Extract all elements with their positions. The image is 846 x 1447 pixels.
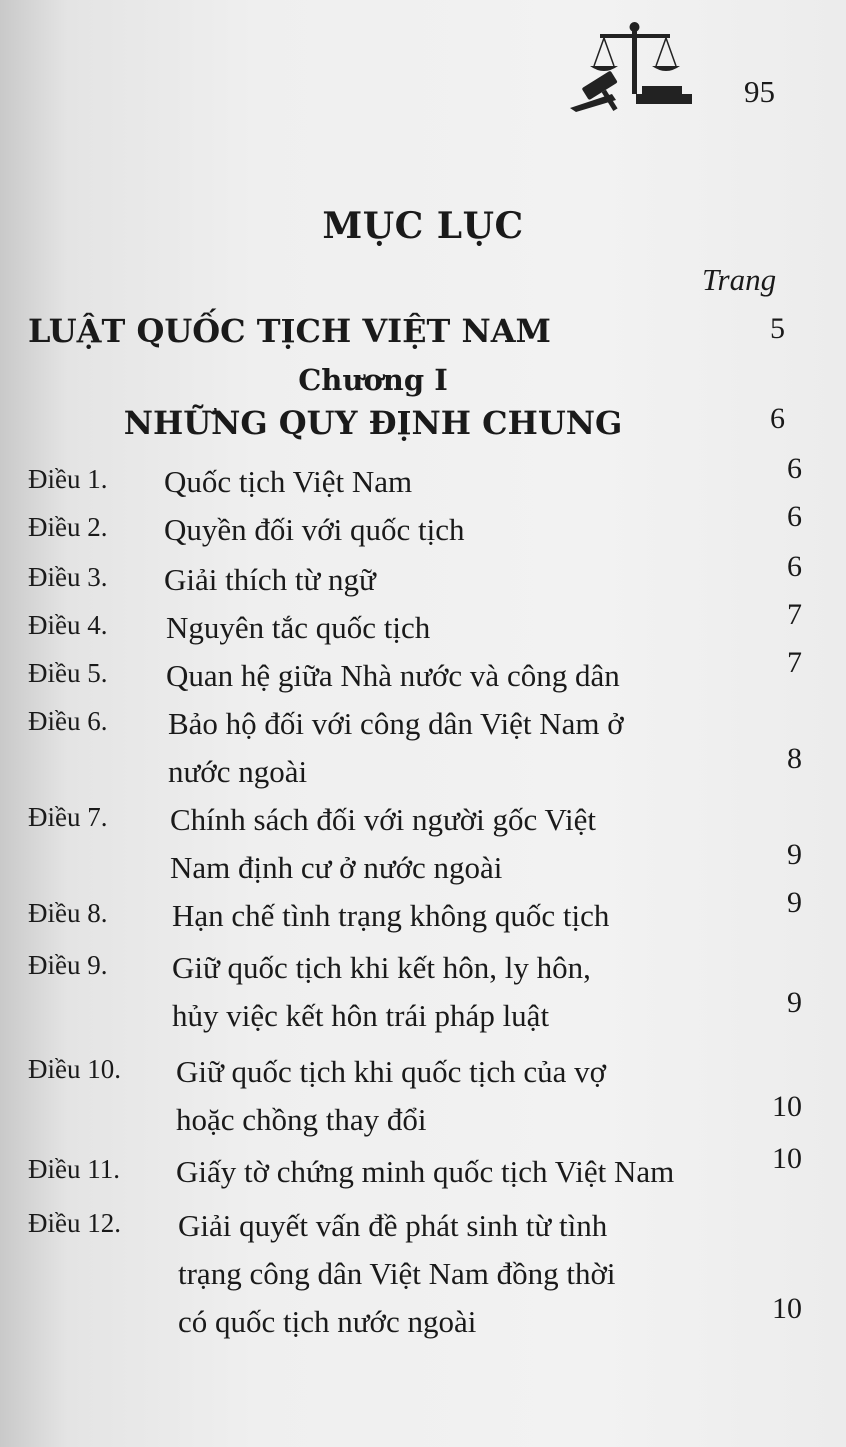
article-title-line: Giải quyết vấn đề phát sinh từ tình xyxy=(178,1208,608,1243)
scales-and-gavel-icon xyxy=(566,20,702,112)
article-title xyxy=(172,944,591,1040)
article-number: Điều 9. xyxy=(28,950,108,980)
article-page-number: 10 xyxy=(772,1292,802,1325)
toc-title: MỤC LỤC xyxy=(322,205,524,247)
page-number: 95 xyxy=(744,74,775,109)
article-page-number: 10 xyxy=(772,1142,802,1175)
article-title xyxy=(168,700,624,796)
article-title-line: Bảo hộ đối với công dân Việt Nam ở xyxy=(168,706,624,741)
article-title-line: nước ngoài xyxy=(168,754,308,789)
article-title xyxy=(166,604,430,652)
article-title-line: Quốc tịch Việt Nam xyxy=(164,464,413,499)
article-title-line: hoặc chồng thay đổi xyxy=(176,1102,427,1137)
article-number: Điều 6. xyxy=(28,706,108,736)
section-title: NHỮNG QUY ĐỊNH CHUNG xyxy=(123,404,623,442)
article-title-line: Giấy tờ chứng minh quốc tịch Việt Nam xyxy=(176,1154,675,1189)
article-page-number: 9 xyxy=(787,838,802,871)
article-title-line: hủy việc kết hôn trái pháp luật xyxy=(172,998,550,1033)
article-title xyxy=(164,556,376,604)
article-number: Điều 2. xyxy=(28,512,108,542)
article-title-line: Giữ quốc tịch khi kết hôn, ly hôn, xyxy=(172,950,591,985)
article-title-line: Nam định cư ở nước ngoài xyxy=(170,850,503,885)
article-page-number: 7 xyxy=(787,598,802,631)
article-title-line: Quan hệ giữa Nhà nước và công dân xyxy=(166,658,620,693)
article-number: Điều 5. xyxy=(28,658,108,688)
article-number: Điều 4. xyxy=(28,610,108,640)
article-number: Điều 7. xyxy=(28,802,108,832)
article-page-number: 10 xyxy=(772,1090,802,1123)
article-title-line: Quyền đối với quốc tịch xyxy=(164,512,465,547)
law-page-number: 5 xyxy=(770,312,785,345)
article-title-line: trạng công dân Việt Nam đồng thời xyxy=(178,1256,616,1291)
article-page-number: 6 xyxy=(787,550,802,583)
article-page-number: 8 xyxy=(787,742,802,775)
section-page-number: 6 xyxy=(770,402,785,435)
article-page-number: 7 xyxy=(787,646,802,679)
article-number: Điều 11. xyxy=(28,1154,120,1184)
article-page-number: 9 xyxy=(787,886,802,919)
article-title xyxy=(178,1202,616,1346)
article-title xyxy=(176,1148,674,1196)
article-title xyxy=(170,796,596,892)
chapter-heading: Chương I xyxy=(298,363,448,397)
article-title xyxy=(172,892,609,940)
article-title-line: có quốc tịch nước ngoài xyxy=(178,1304,477,1339)
page-column-label: Trang xyxy=(702,262,777,297)
article-number: Điều 3. xyxy=(28,562,108,592)
article-page-number: 9 xyxy=(787,986,802,1019)
article-number: Điều 8. xyxy=(28,898,108,928)
article-title xyxy=(176,1048,606,1144)
law-title: LUẬT QUỐC TỊCH VIỆT NAM xyxy=(28,312,551,350)
article-title-line: Giữ quốc tịch khi quốc tịch của vợ xyxy=(176,1054,607,1089)
article-title xyxy=(164,506,465,554)
article-title-line: Hạn chế tình trạng không quốc tịch xyxy=(172,898,610,933)
article-number: Điều 10. xyxy=(28,1054,121,1084)
article-title xyxy=(166,652,620,700)
article-page-number: 6 xyxy=(787,500,802,533)
article-number: Điều 12. xyxy=(28,1208,121,1238)
article-title xyxy=(164,458,412,506)
article-number: Điều 1. xyxy=(28,464,108,494)
article-title-line: Giải thích từ ngữ xyxy=(164,562,376,597)
article-page-number: 6 xyxy=(787,452,802,485)
article-title-line: Nguyên tắc quốc tịch xyxy=(166,610,431,645)
article-title-line: Chính sách đối với người gốc Việt xyxy=(170,802,597,837)
